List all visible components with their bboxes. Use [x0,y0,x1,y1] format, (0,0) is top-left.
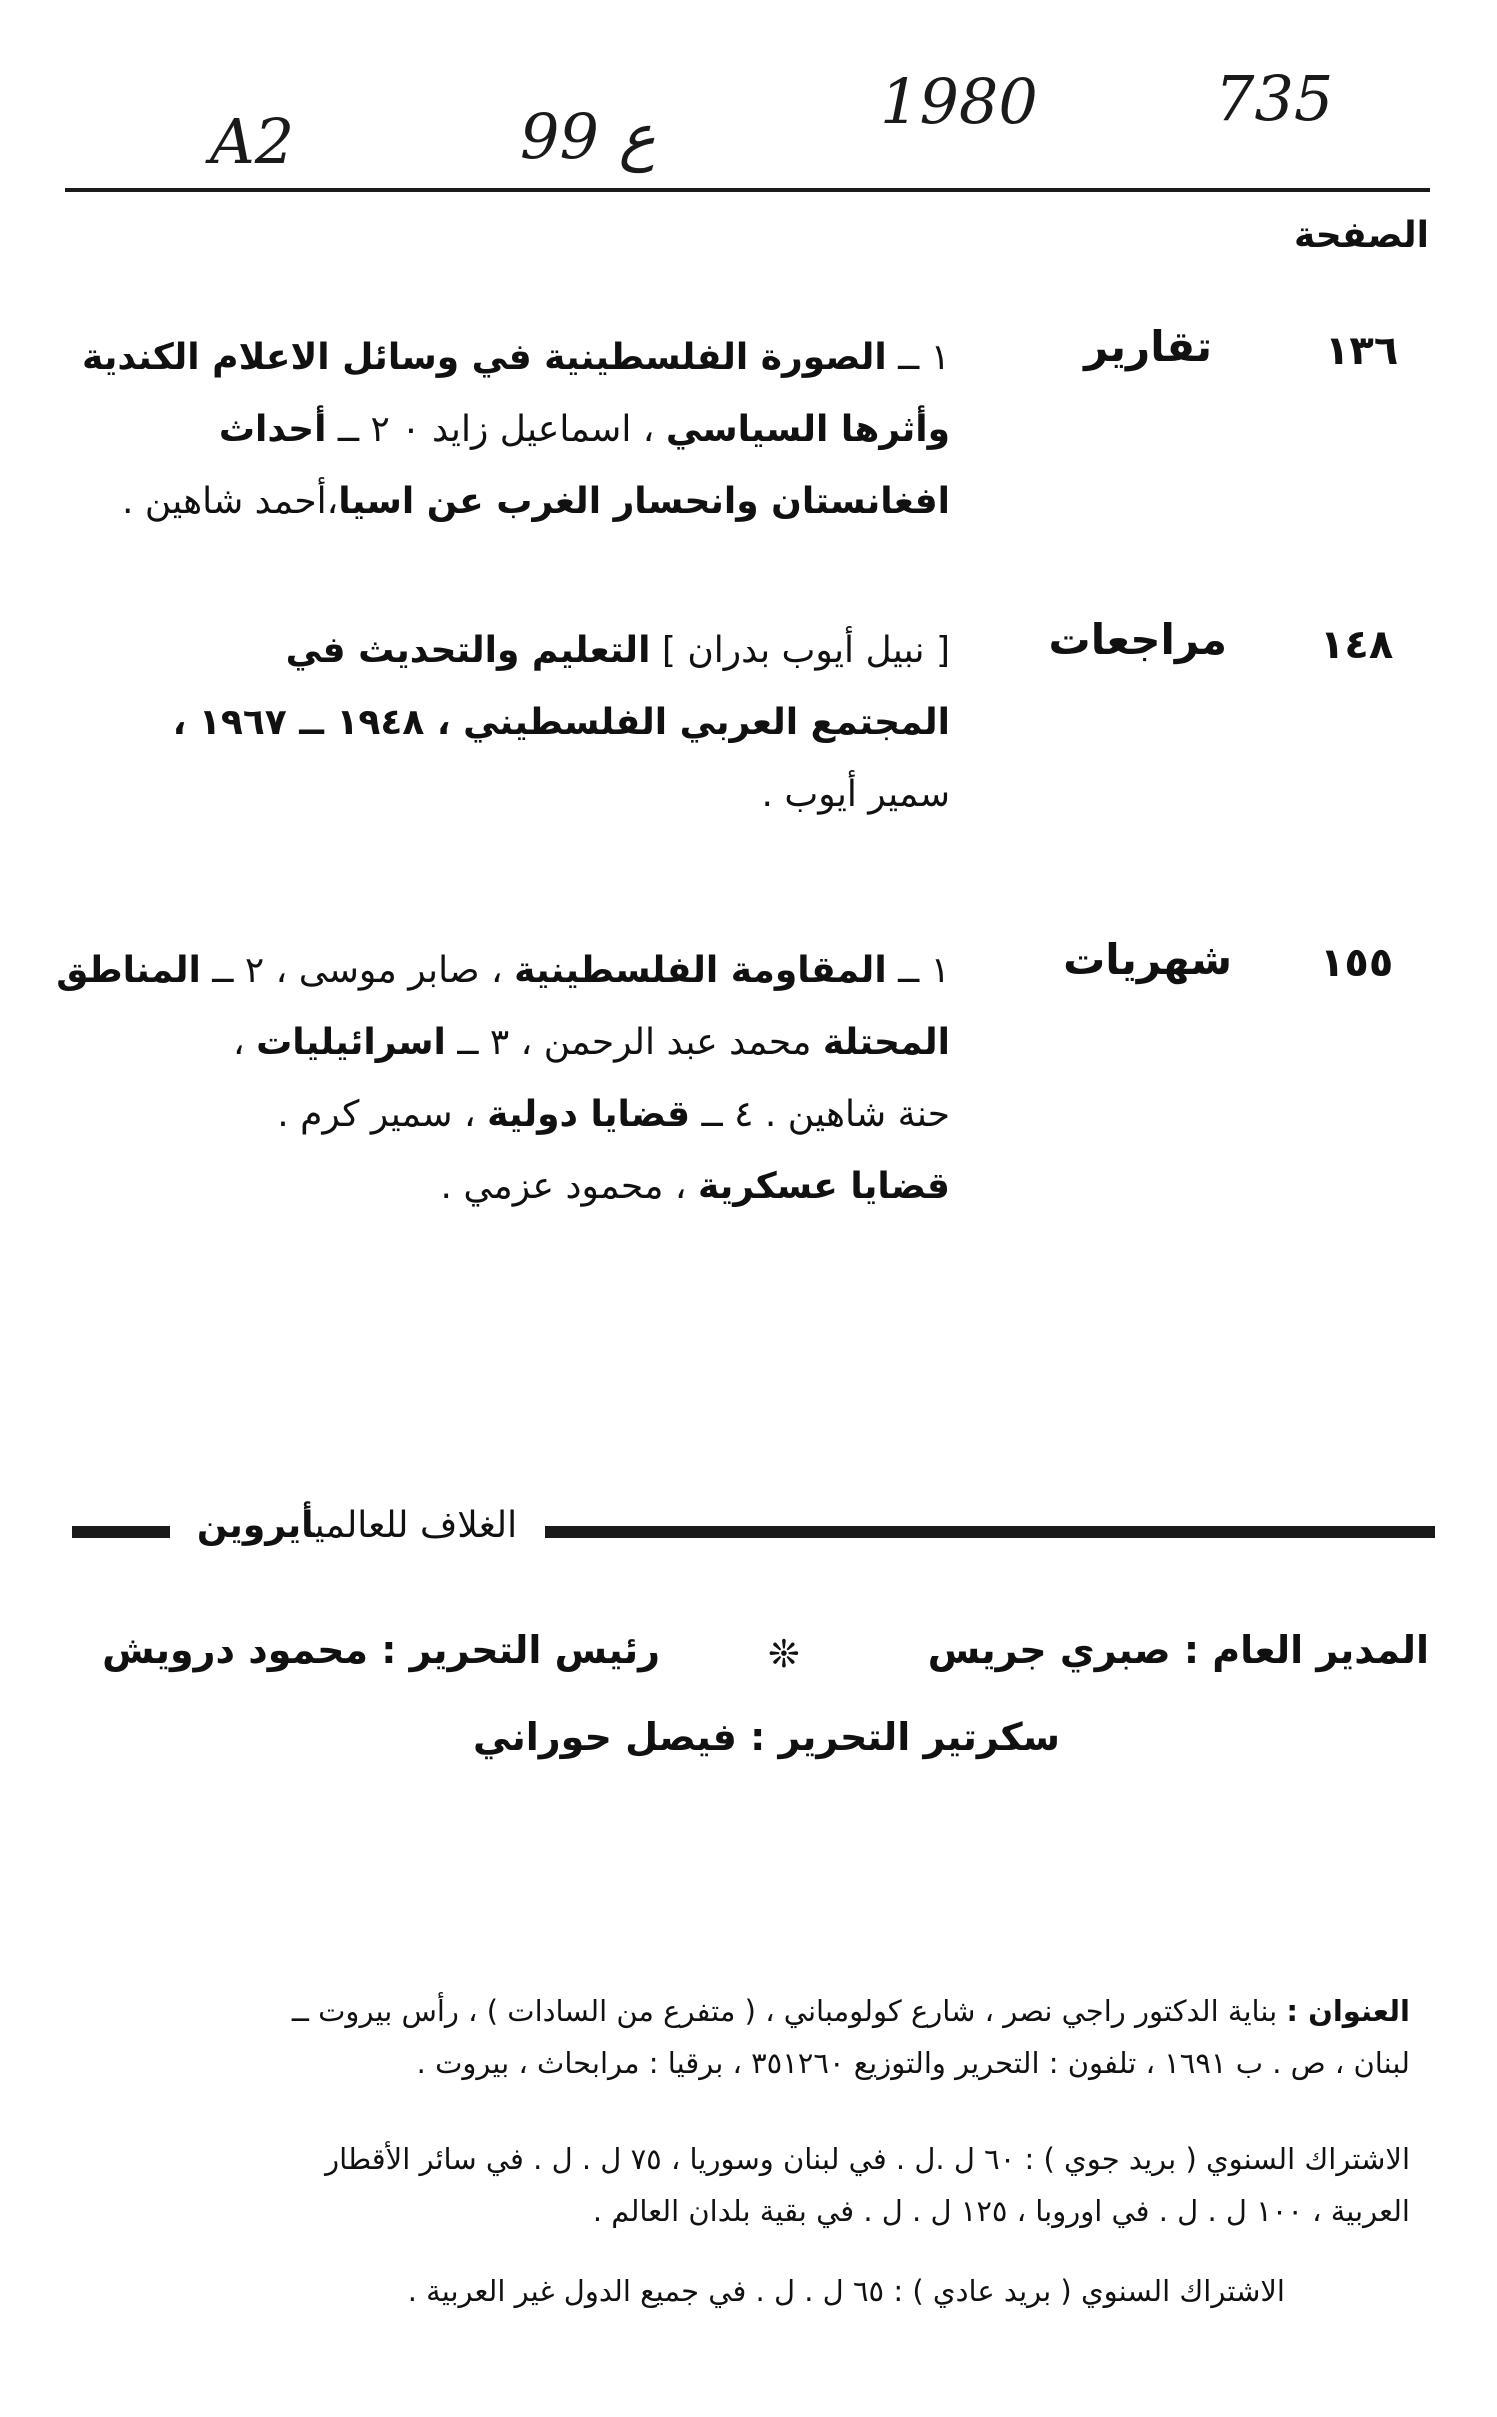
toc-entry-author-run: سمير أيوب . [761,774,950,815]
toc-entry-author-run: ، [233,1022,257,1063]
toc-entry-author-run: ١ ــ [886,950,950,991]
toc-entry-title-run: اسرائيليات [256,1022,446,1063]
address-label: العنوان : [1286,1994,1410,2028]
handwritten-year: 1980 [880,65,1038,138]
toc-entry-author-run: ، سمير كرم . [277,1094,488,1135]
cover-credit-rule-left [72,1526,170,1538]
toc-entry-author-run: محمد عبد الرحمن ، ٣ ــ [445,1022,823,1063]
toc-entry-line [60,1151,950,1223]
toc-entry-line [60,466,950,538]
editor-name: محمود درويش [102,1628,368,1672]
toc-entry-author-run: ١ ــ [886,337,950,378]
toc-section-title: شهريات [1063,935,1232,984]
toc-entry-line [60,759,950,831]
toc-entry-author-run: ، صابر موسى ، ٢ ــ [200,950,515,991]
subscription-regular-text: الاشتراك السنوي ( بريد عادي ) : ٦٥ ل . ل . في جميع الدول غير العربية . [407,2274,1285,2308]
toc-entry-text [56,935,950,1223]
top-rule [65,188,1430,192]
cover-credit-prefix: الغلاف للعالمي [314,1505,518,1546]
editor-line: رئيس التحرير : محمود درويش [102,1628,660,1672]
director-label: المدير العام [1212,1628,1429,1672]
toc-entry-line [60,322,950,394]
toc-entry-line [60,615,950,687]
editor-label: رئيس التحرير [409,1628,660,1672]
address-block [90,1985,1410,2089]
secretary-name: فيصل حوراني [473,1715,737,1759]
address-line-2: لبنان ، ص . ب ١٦٩١ ، تلفون : التحرير والتوزيع ٣٥١٢٦٠ ، برقيا : مرابحاث ، بيروت . [416,2046,1410,2080]
toc-entry-line [60,687,950,759]
toc-entry-title-run: أحداث [218,409,327,450]
subscription-air-block [90,2133,1410,2237]
toc-entry-line [60,1007,950,1079]
cover-credit-rule-right [545,1526,1435,1538]
toc-entry-author-run: [ نبيل أيوب بدران ] [650,630,950,671]
toc-entry-title-run: افغانستان وانحسار الغرب عن اسيا [338,481,950,522]
toc-entry-title-run: قضايا دولية [487,1094,691,1135]
toc-entry-line [60,394,950,466]
secretary-line: سكرتير التحرير : فيصل حوراني [473,1715,1060,1759]
director-line: المدير العام : صبري جريس [927,1628,1429,1672]
page-column-header: الصفحة [1293,215,1429,256]
toc-entry-author-run: ، اسماعيل زايد ٠ ٢ ــ [326,409,666,450]
toc-entry-line [56,935,950,1007]
toc-section-title: مراجعات [1048,615,1227,664]
toc-entry-title-run: المناطق [56,950,201,991]
toc-entry-title-run: المقاومة الفلسطينية [514,950,887,991]
toc-entry-title-run: وأثرها السياسي [665,409,950,450]
toc-entry-line [60,1079,950,1151]
staff-separator: ❊ [768,1632,800,1676]
toc-section-title: تقارير [1084,322,1212,371]
subscription-air-line-2: العربية ، ١٠٠ ل . ل . في اوروبا ، ١٢٥ ل . ل . في بقية بلدان العالم . [592,2194,1410,2228]
toc-entry-author-run: حنة شاهين . ٤ ــ [690,1094,950,1135]
toc-entry-title-run: قضايا عسكرية [697,1166,950,1207]
toc-page-number: ١٥٥ [1320,940,1394,986]
address-line-1: بناية الدكتور راجي نصر ، شارع كولومباني ، ( متفرع من السادات ) ، رأس بيروت ــ [291,1994,1278,2028]
handwritten-code: A2 [210,105,295,178]
toc-entry-title-run: التعليم والتحديث في [285,630,651,671]
toc-entry-text [60,615,950,831]
toc-entry-title-run: الصورة الفلسطينية في وسائل الاعلام الكندية [82,337,887,378]
toc-entry-title-run: المجتمع العربي الفلسطيني ، ١٩٤٨ ــ ١٩٦٧ ، [172,702,950,743]
toc-entry-author-run: ، محمود عزمي . [440,1166,698,1207]
toc-entry-title-run: المحتلة [822,1022,950,1063]
cover-credit-artist: أيروين [196,1505,315,1546]
toc-entry-text [60,322,950,538]
subscription-regular [90,2265,1285,2317]
toc-page-number: ١٣٦ [1325,328,1399,374]
secretary-label: سكرتير التحرير [778,1715,1060,1759]
toc-page-number: ١٤٨ [1320,622,1394,668]
subscription-air-line-1: الاشتراك السنوي ( بريد جوي ) : ٦٠ ل .ل . في لبنان وسوريا ، ٧٥ ل . ل . في سائر الأقطار [325,2142,1410,2176]
cover-credit [172,1505,542,1546]
handwritten-number: 735 [1215,62,1334,135]
handwritten-volume: 99 ع [520,100,656,173]
director-name: صبري جريس [927,1628,1171,1672]
toc-entry-author-run: ،أحمد شاهين . [121,481,339,522]
